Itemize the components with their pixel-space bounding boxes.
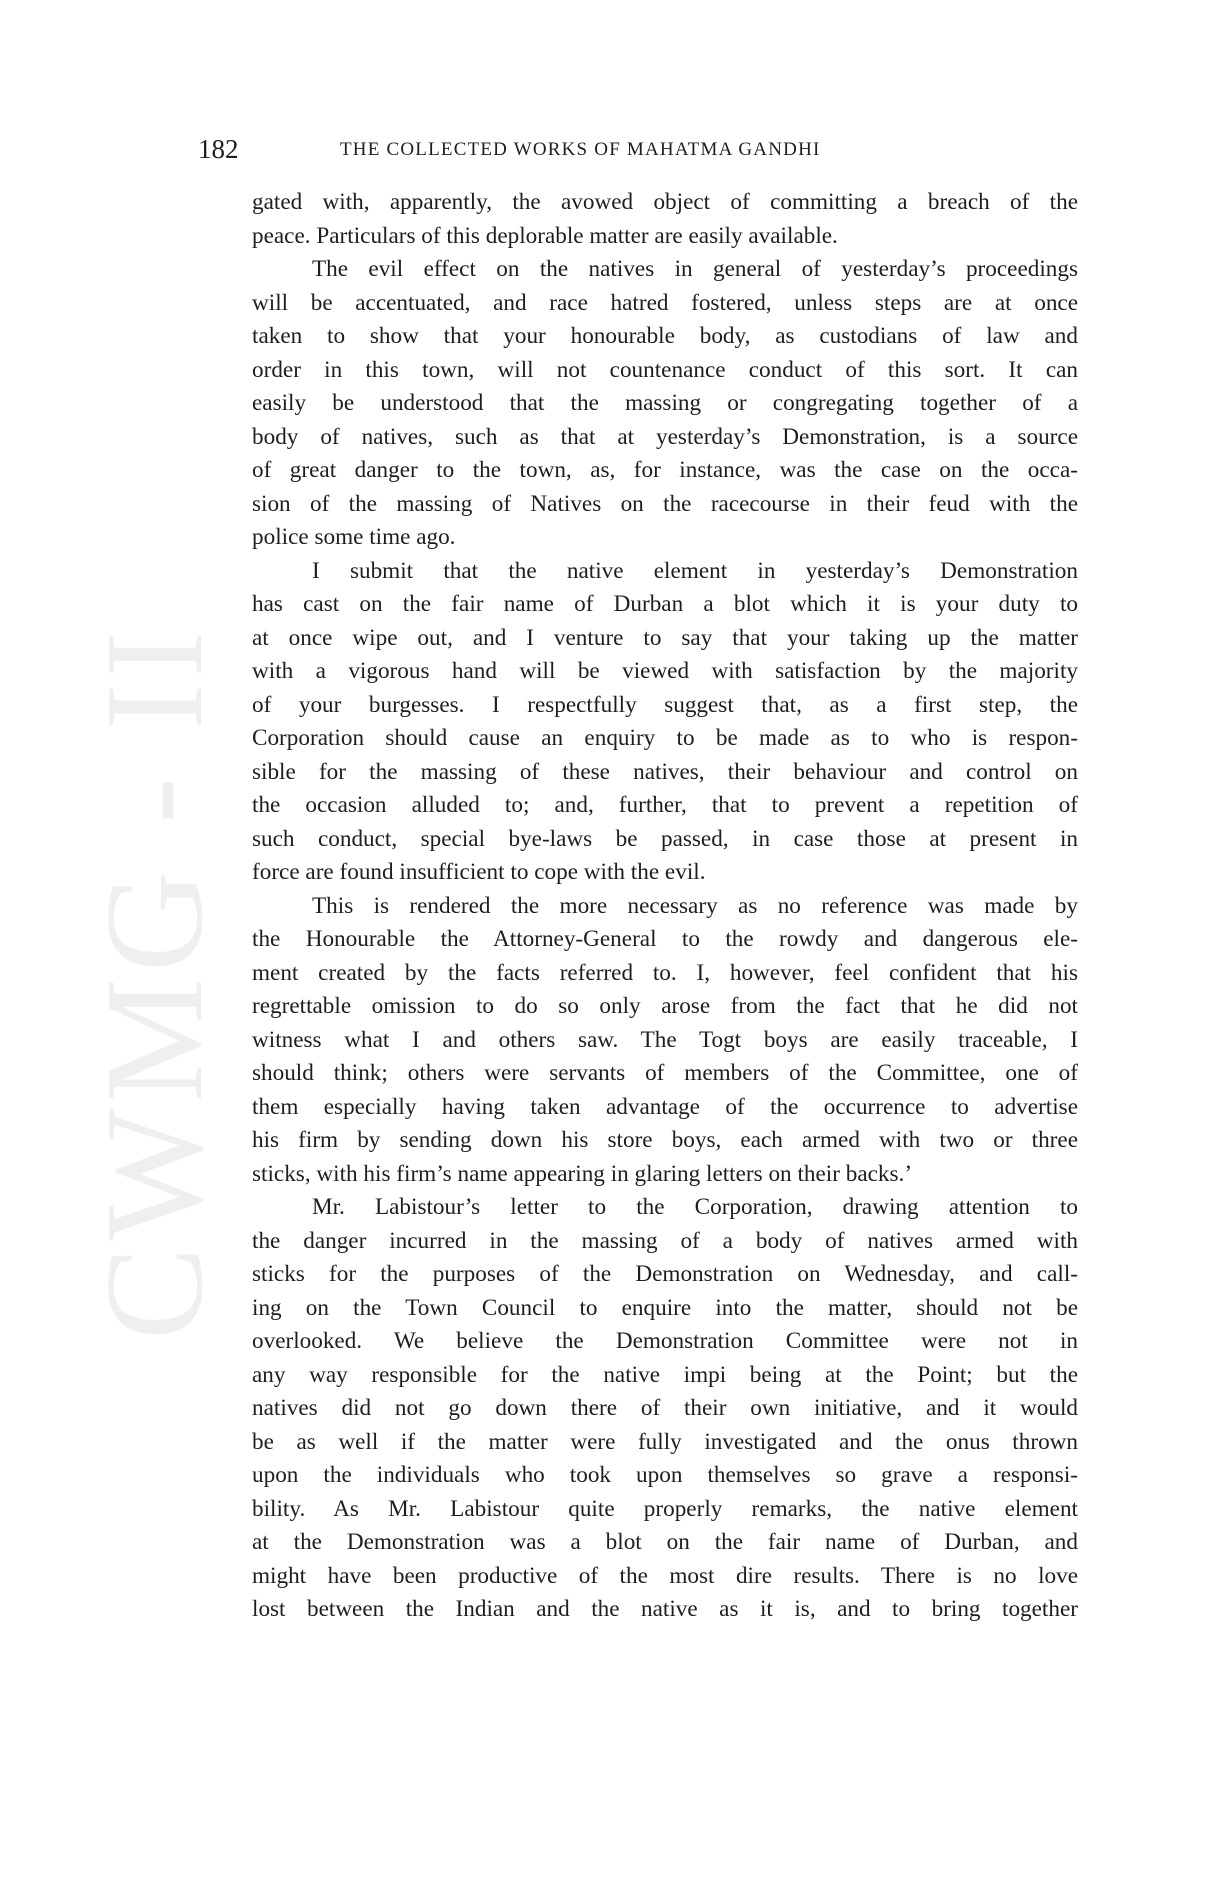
text-line: gated with, apparently, the avowed object of committing a breach of the <box>252 189 1078 215</box>
text-line: sion of the massing of Natives on the racecourse in their feud with the <box>252 490 1078 517</box>
text-line: bility. As Mr. Labistour quite properly remarks, the native element <box>252 1495 1078 1522</box>
text-line: with a vigorous hand will be viewed with satisfaction by the majority <box>252 658 1078 684</box>
watermark <box>77 570 232 1340</box>
text-line: of your burgesses. I respectfully suggest that, as a first step, the <box>252 691 1078 718</box>
text-line: the Honourable the Attorney-General to the rowdy and dangerous ele- <box>252 926 1078 952</box>
paragraph <box>252 253 1078 555</box>
text-line: Mr. Labistour’s letter to the Corporation, drawing attention to <box>312 1194 1078 1220</box>
text-line: at once wipe out, and I venture to say that your taking up the matter <box>252 624 1078 651</box>
text-line: them especially having taken advantage of the occurrence to advertise <box>252 1093 1078 1120</box>
text-line: I submit that the native element in yesterday’s Demonstration <box>312 557 1078 584</box>
running-head <box>198 134 1078 170</box>
book-title: THE COLLECTED WORKS OF MAHATMA GANDHI <box>340 139 821 160</box>
text-line: upon the individuals who took upon themselves so grave a responsi- <box>252 1462 1078 1488</box>
text-line: taken to show that your honourable body, as custodians of law and <box>252 323 1078 349</box>
text-line: order in this town, will not countenance conduct of this sort. It can <box>252 356 1078 383</box>
text-line: of great danger to the town, as, for instance, was the case on the occa- <box>252 457 1078 483</box>
text-line: natives did not go down there of their own initiative, and it would <box>252 1395 1078 1421</box>
text-line: lost between the Indian and the native as it is, and to bring together <box>252 1596 1078 1622</box>
paragraph <box>252 890 1078 1192</box>
text-line: regrettable omission to do so only arose from the fact that he did not <box>252 993 1078 1019</box>
text-line: sticks for the purposes of the Demonstration on Wednesday, and call- <box>252 1261 1078 1287</box>
text-line: body of natives, such as that at yesterday’s Demonstration, is a source <box>252 423 1078 450</box>
text-line: should think; others were servants of members of the Committee, one of <box>252 1060 1078 1086</box>
text-line: the danger incurred in the massing of a body of natives armed with <box>252 1227 1078 1254</box>
body-text <box>252 186 1078 1627</box>
paragraph <box>252 1191 1078 1627</box>
text-line: sticks, with his firm’s name appearing in glaring letters on their backs.’ <box>252 1160 913 1187</box>
text-line: will be accentuated, and race hatred fostered, unless steps are at once <box>252 289 1078 316</box>
text-line: This is rendered the more necessary as no reference was made by <box>312 892 1078 919</box>
text-line: police some time ago. <box>252 524 456 550</box>
text-line: The evil effect on the natives in general of yesterday’s proceedings <box>312 256 1078 282</box>
text-line: any way responsible for the native impi being at the Point; but the <box>252 1361 1078 1388</box>
text-line: has cast on the fair name of Durban a blot which it is your duty to <box>252 591 1078 617</box>
text-line: witness what I and others saw. The Togt boys are easily traceable, I <box>252 1026 1078 1053</box>
text-line: sible for the massing of these natives, their behaviour and control on <box>252 758 1078 785</box>
page-number: 182 <box>198 134 239 164</box>
text-line: easily be understood that the massing or congregating together of a <box>252 390 1078 416</box>
text-line: ing on the Town Council to enquire into the matter, should not be <box>252 1294 1078 1321</box>
text-line: peace. Particulars of this deplorable matter are easily available. <box>252 222 838 249</box>
text-line: overlooked. We believe the Demonstration Committee were not in <box>252 1328 1078 1354</box>
text-line: ment created by the facts referred to. I, however, feel confident that his <box>252 959 1078 986</box>
text-line: his firm by sending down his store boys, each armed with two or three <box>252 1127 1078 1153</box>
text-line: force are found insufficient to cope with the evil. <box>252 859 706 885</box>
text-line: the occasion alluded to; and, further, that to prevent a repetition of <box>252 792 1078 818</box>
text-line: such conduct, special bye-laws be passed, in case those at present in <box>252 825 1078 852</box>
text-line: be as well if the matter were fully investigated and the onus thrown <box>252 1428 1078 1455</box>
watermark-text: CWMG - II <box>77 625 232 1340</box>
paragraph <box>252 186 1078 253</box>
text-line: at the Demonstration was a blot on the fair name of Durban, and <box>252 1529 1078 1555</box>
paragraph <box>252 555 1078 890</box>
text-line: Corporation should cause an enquiry to be made as to who is respon- <box>252 725 1078 751</box>
text-line: might have been productive of the most dire results. There is no love <box>252 1562 1078 1589</box>
